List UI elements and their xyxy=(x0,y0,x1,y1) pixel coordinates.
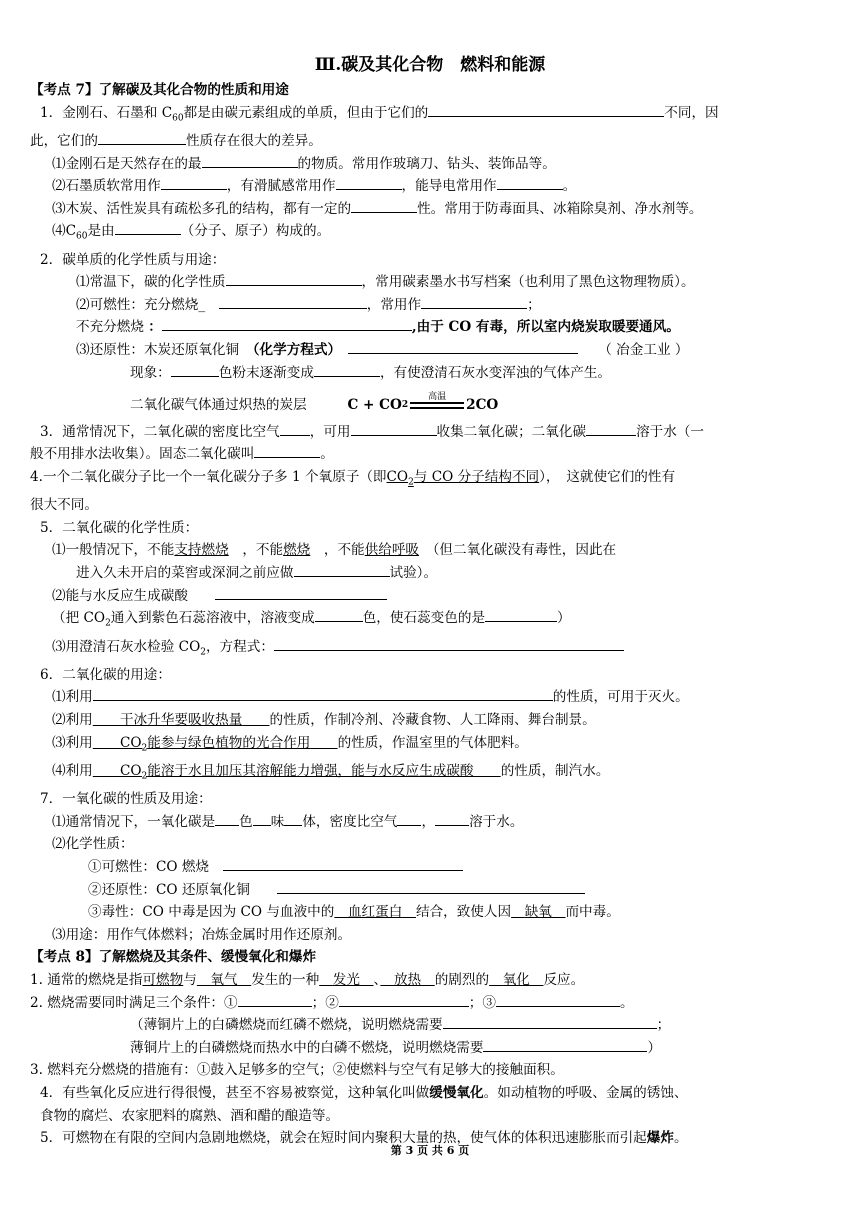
blank[interactable] xyxy=(115,220,181,235)
item-5-4: ⑶用澄清石灰水检验 $CO_2$，方程式： xyxy=(30,636,830,664)
blank[interactable] xyxy=(428,102,664,117)
page-title: Ⅲ.碳及其化合物 燃料和能源 xyxy=(314,55,546,75)
item-2-3: 不充分燃烧 ： ,由于 CO 有毒，所以室内烧炭取暖要通风。 xyxy=(30,316,830,339)
item-8-6-cont: 食物的腐烂、农家肥料的腐熟、酒和醋的酿造等。 xyxy=(40,1107,340,1124)
item-7: 7．一氧化碳的性质及用途： xyxy=(40,791,212,808)
blank[interactable] xyxy=(162,316,412,331)
item-5-3: （把 $CO_2$通入到紫色石蕊溶液中，溶液变成 色，使石蕊变色的是 ） xyxy=(30,607,830,635)
item-8-4: 薄铜片上的白磷燃烧而热水中的白磷不燃烧，说明燃烧需要 ） xyxy=(30,1037,830,1060)
blank[interactable] xyxy=(483,1037,647,1052)
worksheet-page xyxy=(30,50,830,1150)
item-6-1: ⑴利用 的性质，可用于灭火。 xyxy=(30,686,830,709)
blank[interactable] xyxy=(253,811,271,826)
item-7-1: ⑴通常情况下，一氧化碳是 色 味 体，密度比空气 ， 溶于水。 xyxy=(30,811,830,834)
section-heading-k7: 【考点 7】了解碳及其化合物的性质和用途 xyxy=(30,82,289,98)
item-2-2: ⑵可燃性：充分燃烧_ ，常用作 ； xyxy=(30,294,830,317)
item-7-3: ①可燃性：CO 燃烧 xyxy=(30,856,830,879)
item-1-3: ⑶木炭、活性炭具有疏松多孔的结构，都有一定的 性。常用于防毒面具、冰箱除臭剂、净水剂等。 xyxy=(30,198,830,221)
item-6: 6．二氧化碳的用途： xyxy=(40,666,171,683)
item-8-7: 5．可燃物在有限的空间内急剧地燃烧，就会在短时间内聚积大量的热，使气体的体积迅速膨胀而引起爆炸。 xyxy=(40,1130,688,1147)
blank[interactable] xyxy=(171,362,219,377)
item-1-2: ⑵石墨质软常用作 ，有滑腻感常用作 ，能导电常用作 。 xyxy=(30,175,830,198)
item-3: 3．通常情况下，二氧化碳的密度比空气 ，可用 收集二氧化碳；二氧化碳 溶于水（一 xyxy=(30,421,830,444)
equation-c-co2: C + CO 2 高温 2CO xyxy=(347,392,499,414)
blank[interactable] xyxy=(339,992,469,1007)
item-1-4: $⑷C_{60}$是由 （分子、原子）构成的。 xyxy=(30,220,830,248)
blank[interactable] xyxy=(226,271,362,286)
item-8-3: （薄铜片上的白磷燃烧而红磷不燃烧，说明燃烧需要 ； xyxy=(30,1014,830,1037)
item-4-cont: 很大不同。 xyxy=(30,497,98,514)
page-footer: 第 3 页 共 6 页 xyxy=(390,1144,470,1157)
item-5-1: ⑴一般情况下，不能支持燃烧 ，不能燃烧 ，不能供给呼吸 （但二氧化碳没有毒性，因此在 xyxy=(52,542,617,559)
item-6-2: ⑵利用 干冰升华要吸收热量 的性质，作制冷剂、冷藏食物、人工降雨、舞台制景。 xyxy=(52,712,596,729)
blank[interactable] xyxy=(238,992,312,1007)
blank[interactable] xyxy=(98,130,186,145)
item-8-2: 2. 燃烧需要同时满足三个条件：① ；② ；③ 。 xyxy=(30,992,830,1015)
blank[interactable] xyxy=(280,421,310,436)
item-5-1-cont: 进入久未开启的菜窖或深洞之前应做 试验）。 xyxy=(30,562,830,585)
item-3-cont: 般不用排水法收集）。固态二氧化碳叫 。 xyxy=(30,443,830,466)
blank[interactable] xyxy=(421,294,527,309)
item-8-5: 3. 燃料充分燃烧的措施有：①鼓入足够多的空气；②使燃料与空气有足够大的接触面积。 xyxy=(30,1062,564,1079)
blank[interactable] xyxy=(314,362,380,377)
blank[interactable] xyxy=(294,562,390,577)
blank[interactable] xyxy=(351,421,437,436)
blank[interactable] xyxy=(315,607,363,622)
section-heading-k8: 【考点 8】了解燃烧及其条件、缓慢氧化和爆炸 xyxy=(30,949,317,966)
item-7-4: ②还原性：CO 还原氧化铜 xyxy=(30,879,830,902)
blank[interactable] xyxy=(351,198,417,213)
blank[interactable] xyxy=(497,175,563,190)
blank[interactable] xyxy=(443,1014,657,1029)
item-2-6: 二氧化碳气体通过炽热的炭层 C + CO 2 高温 2CO xyxy=(30,394,830,417)
item-1-1: ⑴金刚石是天然存在的最 的物质。常用作玻璃刀、钻头、装饰品等。 xyxy=(30,153,830,176)
item-5-2: ⑵能与水反应生成碳酸 xyxy=(30,585,830,608)
blank[interactable] xyxy=(202,153,298,168)
blank[interactable] xyxy=(254,443,320,458)
blank[interactable] xyxy=(277,879,585,894)
item-5: 5．二氧化碳的化学性质： xyxy=(40,519,199,536)
item-7-5: ③毒性：CO 中毒是因为 CO 与血液中的 血红蛋白 结合，致使人因 缺氧 而中毒。 xyxy=(88,904,620,921)
blank[interactable] xyxy=(93,686,553,701)
item-7-2: ⑵化学性质： xyxy=(52,836,134,853)
equals-sign-with-condition: 高温 xyxy=(410,399,464,411)
item-6-4: ⑷利用 $CO_2$能溶于水且加压其溶解能力增强，能与水反应生成碳酸 的性质，制汽水。 xyxy=(52,762,610,782)
item-8-1: 1. 通常的燃烧是指可燃物与 氧气 发生的一种 发光 、 放热 的剧烈的 氧化 反应。 xyxy=(30,972,585,988)
blank[interactable] xyxy=(223,856,463,871)
item-1-cont: 此，它们的 性质存在很大的差异。 xyxy=(30,130,830,153)
item-2-5: 现象： 色粉末逐渐变成 ，有使澄清石灰水变浑浊的气体产生。 xyxy=(30,362,830,385)
item-7-6: ⑶用途：用作气体燃料；冶炼金属时用作还原剂。 xyxy=(52,926,352,943)
item-2-1: ⑴常温下，碳的化学性质 ，常用碳素墨水书写档案（也利用了黑色这物理物质）。 xyxy=(30,271,830,294)
item-6-3: ⑶利用 $CO_2$能参与绿色植物的光合作用 的性质，作温室里的气体肥料。 xyxy=(52,734,528,754)
blank[interactable] xyxy=(496,992,620,1007)
blank[interactable] xyxy=(348,339,578,354)
item-2: 2．碳单质的化学性质与用途： xyxy=(40,251,226,268)
blank[interactable] xyxy=(274,636,624,651)
blank[interactable] xyxy=(397,811,421,826)
item-2-4: ⑶还原性：木炭还原氧化铜 （化学方程式） （ 冶金工业 ） xyxy=(30,339,830,362)
blank[interactable] xyxy=(161,175,227,190)
blank[interactable] xyxy=(586,421,636,436)
blank[interactable] xyxy=(284,811,302,826)
item-8-6: 4．有些氧化反应进行得很慢，甚至不容易被察觉，这种氧化叫做缓慢氧化。如动植物的呼吸、金属的锈蚀、 xyxy=(40,1084,688,1101)
blank[interactable] xyxy=(435,811,469,826)
item-4: 4.一个二氧化碳分子比一个一氧化碳分子多 1 个氧原子（即$CO_2$与 CO 分子结构不同）， 这就使它们的性有 xyxy=(30,468,676,488)
blank[interactable] xyxy=(219,294,367,309)
blank[interactable] xyxy=(336,175,402,190)
blank[interactable] xyxy=(485,607,557,622)
blank[interactable] xyxy=(215,811,239,826)
item-1: 1．金刚石、石墨和 $C_{60}$都是由碳元素组成的单质，但由于它们的 不同，因 xyxy=(30,102,830,130)
blank[interactable] xyxy=(215,585,387,600)
